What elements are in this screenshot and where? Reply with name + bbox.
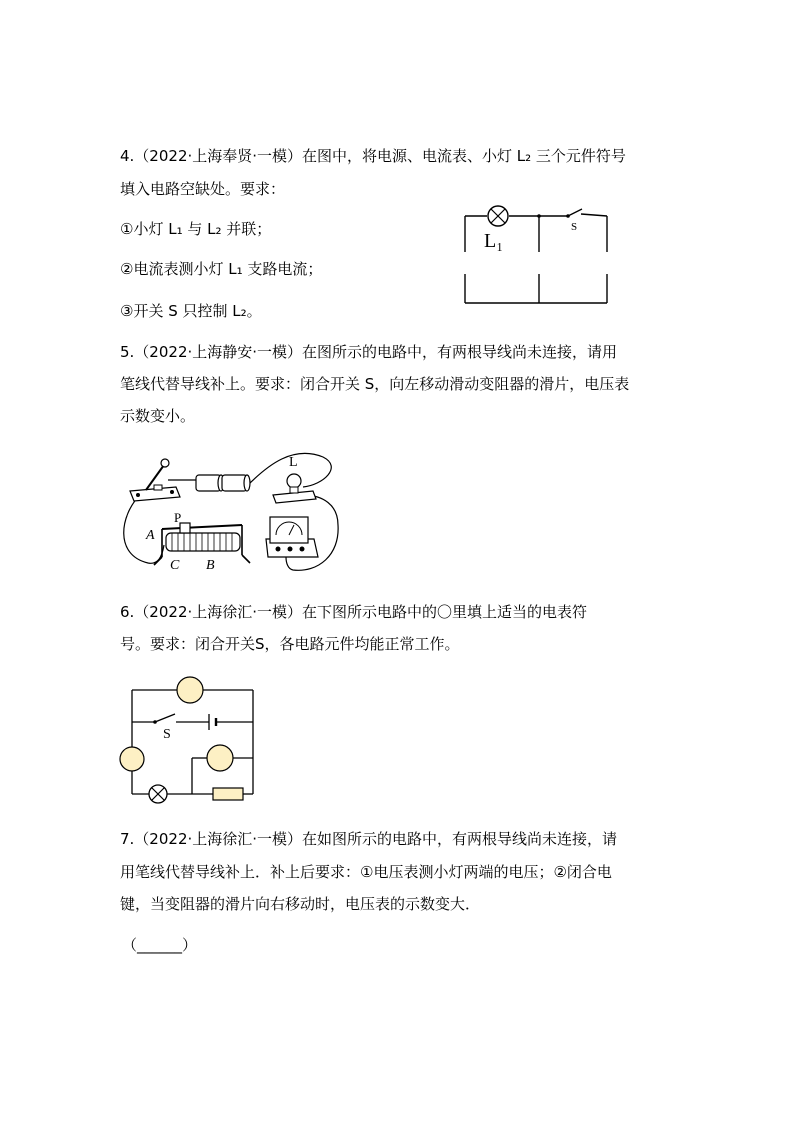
resistor-icon xyxy=(213,788,243,800)
lamp-icon xyxy=(149,785,167,803)
q6-label-s: S xyxy=(163,727,171,742)
q5-label-c: C xyxy=(170,558,180,573)
rheostat-icon xyxy=(154,523,250,565)
q7-answer-blank[interactable]: （______） xyxy=(122,936,198,954)
meter-slot-left[interactable] xyxy=(120,747,144,771)
lamp-icon xyxy=(273,474,316,503)
q4-text-line-1: 4.（2022·上海奉贤·一模）在图中，将电源、电流表、小灯 L₂ 三个元件符号 xyxy=(120,147,626,165)
battery-icon xyxy=(196,475,250,491)
q6-text-line-2: 号。要求：闭合开关S，各电路元件均能正常工作。 xyxy=(120,635,460,653)
q7-text-line-3: 键，当变阻器的滑片向右移动时，电压表的示数变大． xyxy=(120,895,481,913)
q4-circuit-figure xyxy=(455,200,620,310)
q5-text-line-1: 5.（2022·上海静安·一模）在图所示的电路中，有两根导线尚未连接，请用 xyxy=(120,343,618,361)
battery-icon xyxy=(209,714,216,730)
q6-circuit-figure xyxy=(118,676,263,806)
q5-text-line-3: 示数变小。 xyxy=(120,407,196,425)
voltmeter-icon xyxy=(266,517,318,557)
q7-text-line-1: 7.（2022·上海徐汇·一模）在如图所示的电路中，有两根导线尚未连接，请 xyxy=(120,830,618,848)
q4-label-s: S xyxy=(571,221,578,233)
q7-text-line-2: 用笔线代替导线补上．补上后要求：①电压表测小灯两端的电压；②闭合电 xyxy=(120,863,612,881)
q4-requirement-2: ②电流表测小灯 L₁ 支路电流； xyxy=(120,260,323,278)
q5-label-l: L xyxy=(289,455,298,470)
q5-apparatus-figure xyxy=(118,445,353,580)
q5-label-p: P xyxy=(174,510,182,525)
meter-slot-middle[interactable] xyxy=(207,745,233,771)
q4-label-l1: L₁ xyxy=(484,230,504,252)
q5-text-line-2: 笔线代替导线补上。要求：闭合开关 S，向左移动滑动变阻器的滑片，电压表 xyxy=(120,375,630,393)
q4-text-line-2: 填入电路空缺处。要求： xyxy=(120,180,286,198)
q5-label-a: A xyxy=(146,528,155,543)
meter-slot-top[interactable] xyxy=(177,677,203,703)
q6-text-line-1: 6.（2022·上海徐汇·一模）在下图所示电路中的〇里填上适当的电表符 xyxy=(120,603,588,621)
lamp-icon xyxy=(488,206,508,226)
switch-icon xyxy=(153,714,175,724)
q4-requirement-3: ③开关 S 只控制 L₂。 xyxy=(120,302,262,320)
q4-requirement-1: ①小灯 L₁ 与 L₂ 并联； xyxy=(120,220,272,238)
q5-label-b: B xyxy=(206,558,215,573)
